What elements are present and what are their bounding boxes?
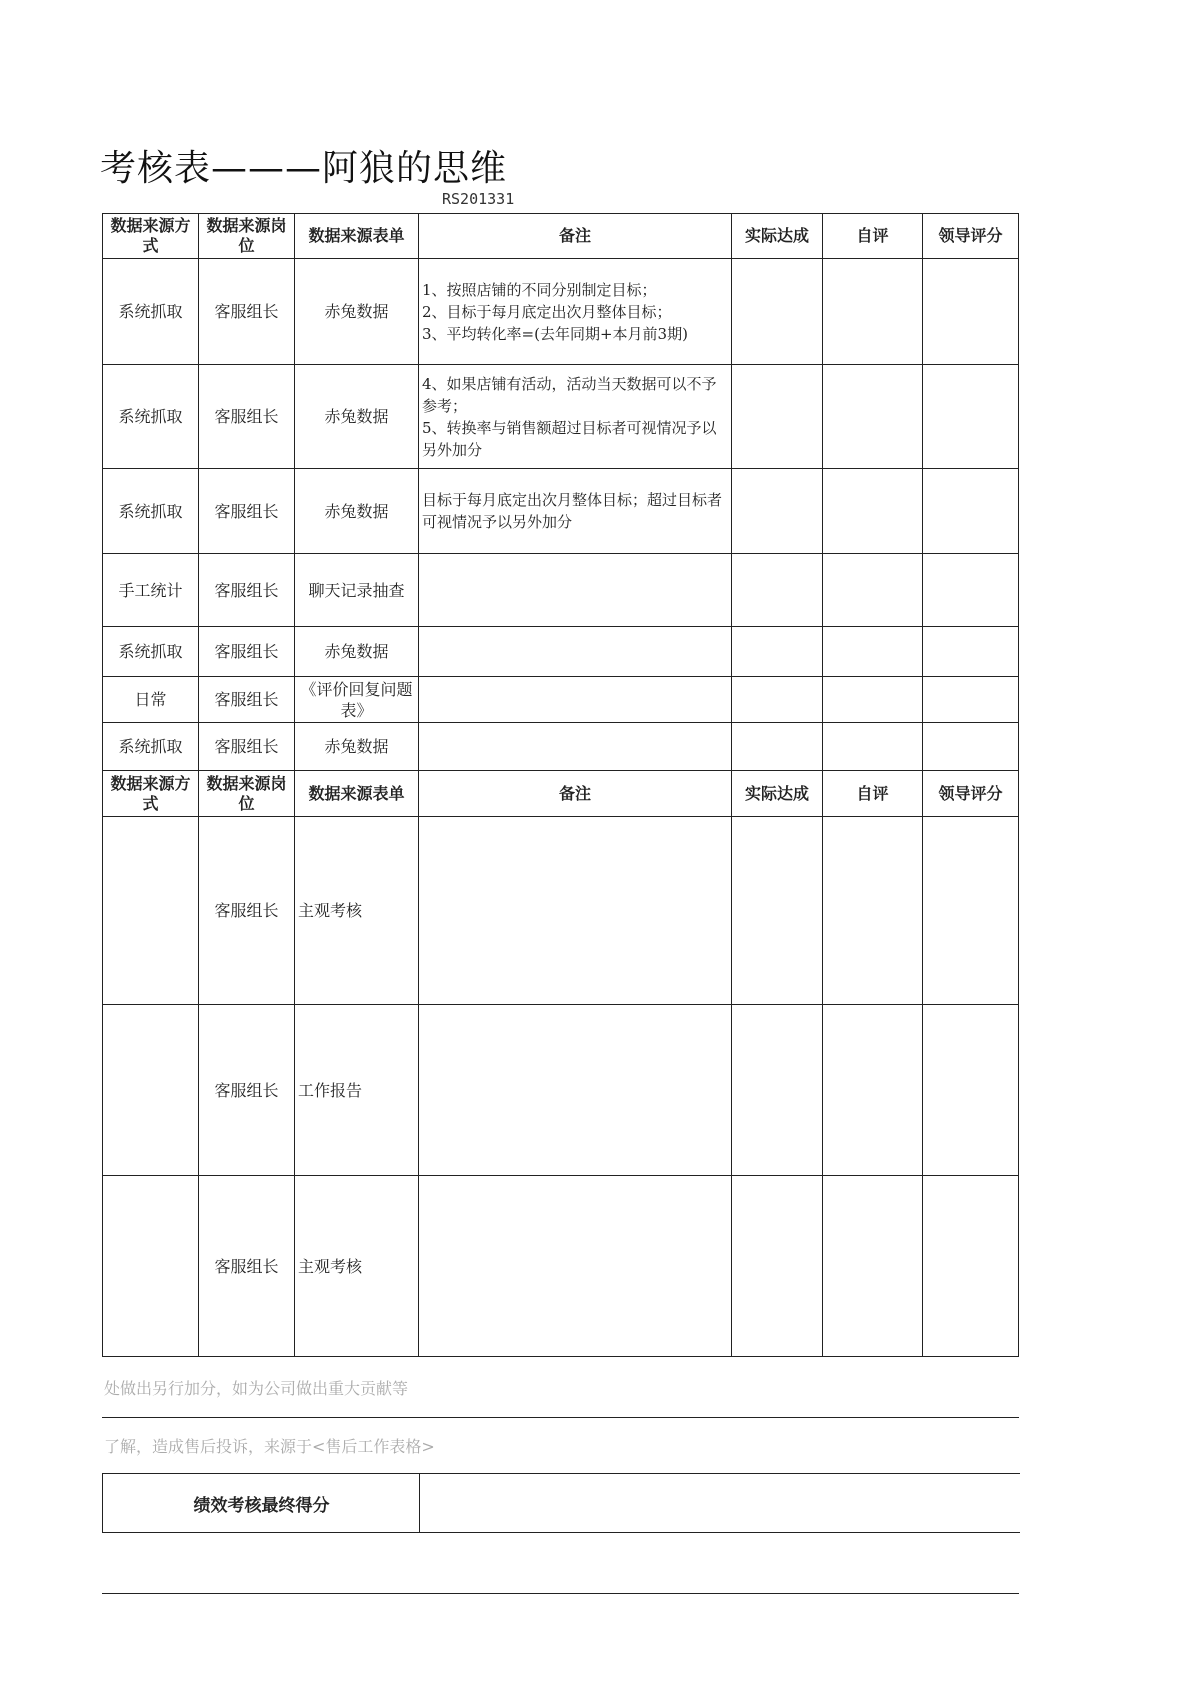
- final-score-value[interactable]: [419, 1473, 1020, 1533]
- cell-position: 客服组长: [199, 817, 295, 1005]
- cell-self-eval[interactable]: [823, 365, 923, 469]
- cell-method: 日常: [103, 677, 199, 723]
- cell-actual[interactable]: [732, 1005, 823, 1176]
- cell-notes: 目标于每月底定出次月整体目标；超过目标者可视情况予以另外加分: [419, 469, 732, 554]
- cell-method: 手工统计: [103, 554, 199, 627]
- cell-position: 客服组长: [199, 1005, 295, 1176]
- note-line: 1、按照店铺的不同分别制定目标；: [422, 280, 657, 299]
- cell-position: 客服组长: [199, 627, 295, 677]
- footer-note-bonus: 处做出另行加分，如为公司做出重大贡献等: [104, 1379, 409, 1398]
- cell-method: [103, 817, 199, 1005]
- cell-method: [103, 1005, 199, 1176]
- cell-method: 系统抓取: [103, 259, 199, 365]
- cell-leader-score[interactable]: [923, 554, 1019, 627]
- document-title: 考核表———阿狼的思维: [100, 148, 508, 189]
- cell-self-eval[interactable]: [823, 1176, 923, 1357]
- note-line: 4、如果店铺有活动，活动当天数据可以不予参考；: [422, 374, 717, 415]
- cell-self-eval[interactable]: [823, 259, 923, 365]
- note-line: 2、目标于每月底定出次月整体目标；: [422, 302, 672, 321]
- cell-actual[interactable]: [732, 1176, 823, 1357]
- cell-notes: [419, 554, 732, 627]
- cell-self-eval[interactable]: [823, 554, 923, 627]
- cell-form: 聊天记录抽查: [295, 554, 419, 627]
- cell-notes: [419, 1005, 732, 1176]
- cell-leader-score[interactable]: [923, 1176, 1019, 1357]
- cell-notes: [419, 1176, 732, 1357]
- table-row: [103, 677, 1019, 723]
- cell-actual[interactable]: [732, 469, 823, 554]
- cell-position: 客服组长: [199, 259, 295, 365]
- cell-position: 客服组长: [199, 365, 295, 469]
- cell-notes: [419, 365, 732, 469]
- cell-position: 客服组长: [199, 469, 295, 554]
- assessment-table: [102, 213, 1019, 1357]
- final-score-label: 绩效考核最终得分: [102, 1473, 420, 1533]
- cell-leader-score[interactable]: [923, 469, 1019, 554]
- header-form: 数据来源表单: [295, 771, 419, 817]
- cell-self-eval[interactable]: [823, 723, 923, 771]
- cell-notes: [419, 723, 732, 771]
- table-row: [103, 817, 1019, 1005]
- cell-form: 主观考核: [295, 817, 419, 1005]
- cell-method: [103, 1176, 199, 1357]
- cell-method: 系统抓取: [103, 627, 199, 677]
- cell-form: 赤兔数据: [295, 259, 419, 365]
- header-position: 数据来源岗位: [199, 214, 295, 259]
- cell-form: 工作报告: [295, 1005, 419, 1176]
- final-score-row: [102, 1473, 1019, 1533]
- cell-self-eval[interactable]: [823, 469, 923, 554]
- table-row: [103, 259, 1019, 365]
- cell-actual[interactable]: [732, 677, 823, 723]
- cell-notes: [419, 627, 732, 677]
- cell-form: 赤兔数据: [295, 365, 419, 469]
- cell-form: 赤兔数据: [295, 469, 419, 554]
- header-method: 数据来源方式: [103, 214, 199, 259]
- document-code: RS201331: [442, 190, 515, 208]
- cell-actual[interactable]: [732, 817, 823, 1005]
- header-self-eval: 自评: [823, 771, 923, 817]
- header-actual: 实际达成: [732, 771, 823, 817]
- footer-note-complaint: 了解，造成售后投诉，来源于<售后工作表格>: [104, 1437, 435, 1456]
- divider-line: [102, 1417, 1019, 1418]
- table-row: [103, 554, 1019, 627]
- cell-actual[interactable]: [732, 627, 823, 677]
- cell-actual[interactable]: [732, 365, 823, 469]
- table-row: [103, 1176, 1019, 1357]
- header-notes: 备注: [419, 214, 732, 259]
- header-self-eval: 自评: [823, 214, 923, 259]
- header-actual: 实际达成: [732, 214, 823, 259]
- cell-leader-score[interactable]: [923, 677, 1019, 723]
- table-row: [103, 469, 1019, 554]
- cell-notes: [419, 817, 732, 1005]
- cell-position: 客服组长: [199, 1176, 295, 1357]
- cell-position: 客服组长: [199, 554, 295, 627]
- table-row: [103, 723, 1019, 771]
- table-header-row: [103, 214, 1019, 259]
- header-position: 数据来源岗位: [199, 771, 295, 817]
- cell-leader-score[interactable]: [923, 259, 1019, 365]
- table-header-row: [103, 771, 1019, 817]
- table-row: [103, 627, 1019, 677]
- cell-self-eval[interactable]: [823, 627, 923, 677]
- header-method: 数据来源方式: [103, 771, 199, 817]
- cell-form: 《评价回复问题表》: [295, 677, 419, 723]
- cell-actual[interactable]: [732, 554, 823, 627]
- header-leader-score: 领导评分: [923, 771, 1019, 817]
- header-notes: 备注: [419, 771, 732, 817]
- cell-method: 系统抓取: [103, 469, 199, 554]
- cell-method: 系统抓取: [103, 365, 199, 469]
- cell-form: 赤兔数据: [295, 723, 419, 771]
- cell-leader-score[interactable]: [923, 365, 1019, 469]
- table-row: [103, 365, 1019, 469]
- cell-actual[interactable]: [732, 259, 823, 365]
- cell-leader-score[interactable]: [923, 627, 1019, 677]
- cell-self-eval[interactable]: [823, 1005, 923, 1176]
- cell-position: 客服组长: [199, 723, 295, 771]
- cell-form: 赤兔数据: [295, 627, 419, 677]
- cell-method: 系统抓取: [103, 723, 199, 771]
- header-leader-score: 领导评分: [923, 214, 1019, 259]
- cell-form: 主观考核: [295, 1176, 419, 1357]
- cell-leader-score[interactable]: [923, 723, 1019, 771]
- cell-self-eval[interactable]: [823, 817, 923, 1005]
- bottom-divider-line: [102, 1593, 1019, 1594]
- note-line: 5、转换率与销售额超过目标者可视情况予以另外加分: [422, 418, 717, 459]
- cell-leader-score[interactable]: [923, 817, 1019, 1005]
- cell-position: 客服组长: [199, 677, 295, 723]
- note-line: 3、平均转化率=(去年同期+本月前3期): [422, 324, 688, 343]
- header-form: 数据来源表单: [295, 214, 419, 259]
- cell-actual[interactable]: [732, 723, 823, 771]
- cell-leader-score[interactable]: [923, 1005, 1019, 1176]
- table-row: [103, 1005, 1019, 1176]
- cell-self-eval[interactable]: [823, 677, 923, 723]
- cell-notes: [419, 677, 732, 723]
- cell-notes: [419, 259, 732, 365]
